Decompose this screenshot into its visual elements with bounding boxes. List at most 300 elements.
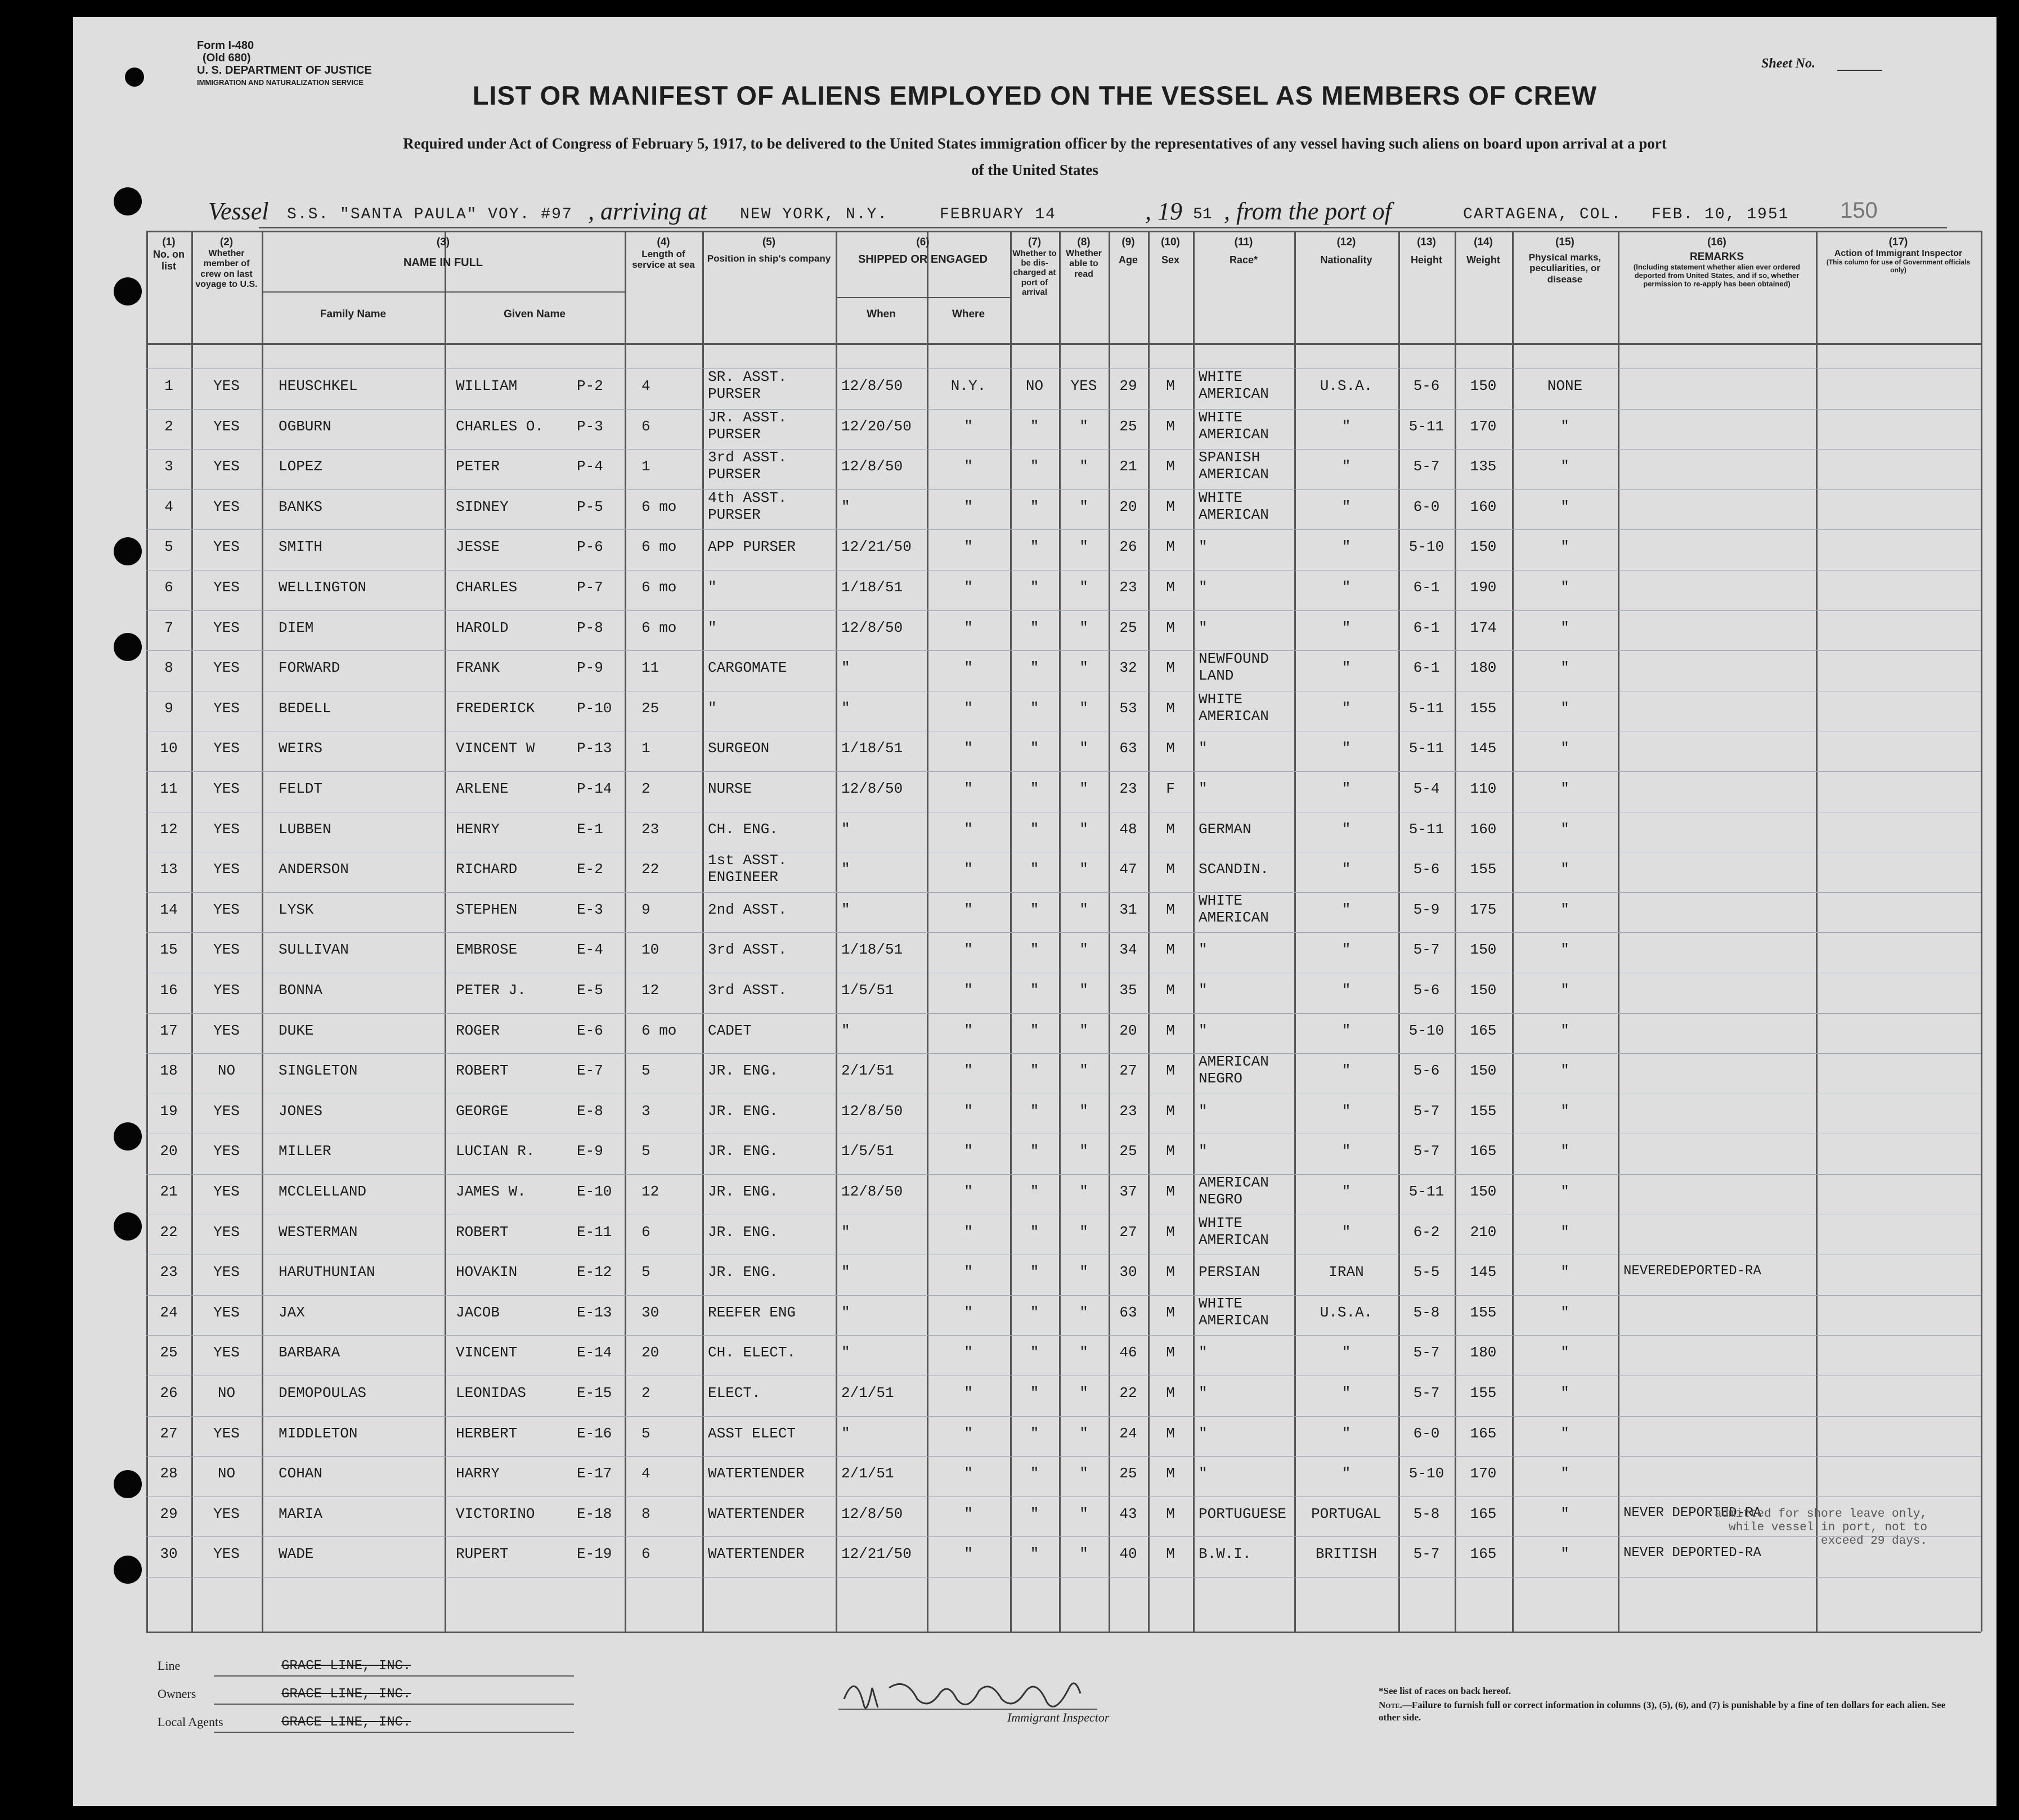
- service-length: 20: [641, 1344, 659, 1361]
- weight: 150: [1470, 982, 1497, 999]
- crew-code: E-4: [577, 941, 603, 959]
- owners-underline: [214, 1704, 574, 1705]
- height: 5-8: [1413, 1505, 1440, 1522]
- race: AMERICAN NEGRO: [1199, 1053, 1269, 1087]
- family-name: OGBURN: [279, 417, 331, 435]
- nationality: ": [1341, 1385, 1351, 1401]
- age: 22: [1119, 1385, 1137, 1401]
- col8-label: Whether able to read: [1066, 248, 1102, 279]
- col14-number: (14): [1474, 236, 1493, 248]
- nationality: ": [1341, 1062, 1351, 1080]
- punch-hole: [125, 68, 144, 87]
- able-to-read: ": [1079, 1183, 1088, 1200]
- nationality: ": [1341, 458, 1351, 475]
- sex: M: [1166, 1062, 1175, 1080]
- sex: M: [1166, 538, 1175, 556]
- remarks: NEVER DEPORTED-RA: [1623, 1505, 1761, 1521]
- row-number: 15: [160, 941, 178, 959]
- col8-header: [1061, 236, 1107, 280]
- shipped-when: 12/21/50: [841, 1545, 912, 1563]
- form-old-number: (Old 680): [203, 52, 251, 64]
- sheet-number-label: Sheet No.: [1761, 56, 1815, 71]
- age: 53: [1119, 699, 1137, 717]
- arrival-year: 51: [1193, 206, 1212, 223]
- sex: M: [1166, 659, 1175, 677]
- height: 5-6: [1413, 378, 1440, 394]
- header-bottom-border: [146, 343, 1981, 345]
- race: AMERICAN NEGRO: [1199, 1174, 1269, 1208]
- height: 5-7: [1413, 1102, 1440, 1120]
- agents-underline: [214, 1732, 574, 1733]
- row-number: 21: [160, 1183, 178, 1200]
- service-length: 6: [641, 417, 650, 435]
- race: ": [1199, 579, 1208, 596]
- col1-header: [148, 236, 190, 272]
- physical-marks: ": [1560, 417, 1569, 435]
- col15-number: (15): [1555, 236, 1574, 248]
- col5-number: (5): [762, 236, 776, 248]
- weight: 160: [1470, 498, 1497, 515]
- shipped-when: ": [841, 699, 850, 717]
- agents-label: Local Agents: [158, 1715, 223, 1729]
- shipped-where: ": [964, 1264, 973, 1281]
- race: ": [1199, 780, 1208, 797]
- shipped-when: 1/18/51: [841, 579, 903, 596]
- service-length: 12: [641, 1183, 659, 1200]
- family-name: MIDDLETON: [279, 1424, 358, 1442]
- col14-header: [1456, 236, 1510, 266]
- service-length: 6: [641, 1223, 650, 1241]
- family-name: COHAN: [279, 1465, 323, 1482]
- able-to-read: ": [1079, 982, 1088, 999]
- height: 5-7: [1413, 1545, 1440, 1563]
- col1-number: (1): [162, 236, 176, 248]
- shipped-where: ": [964, 659, 973, 677]
- race: ": [1199, 538, 1208, 556]
- age: 21: [1119, 458, 1137, 475]
- row-rule: [146, 1577, 1981, 1578]
- sex: M: [1166, 941, 1175, 959]
- height: 6-0: [1413, 498, 1440, 515]
- able-to-read: ": [1079, 780, 1088, 797]
- physical-marks: ": [1560, 699, 1569, 717]
- family-name: LUBBEN: [279, 820, 331, 838]
- col6-number: (6): [916, 236, 930, 248]
- shipped-where: ": [964, 861, 973, 878]
- row-number: 17: [160, 1022, 178, 1039]
- physical-marks: ": [1560, 1385, 1569, 1401]
- nationality: BRITISH: [1315, 1545, 1378, 1563]
- discharged: ": [1030, 740, 1039, 757]
- previous-voyage: YES: [213, 941, 240, 959]
- position: JR. ASST. PURSER: [708, 408, 787, 443]
- crew-code: E-3: [577, 901, 603, 918]
- able-to-read: ": [1079, 538, 1088, 556]
- column-divider: [1816, 231, 1818, 1632]
- physical-marks: ": [1560, 1304, 1569, 1321]
- sex: M: [1166, 1264, 1175, 1281]
- family-name: SINGLETON: [279, 1062, 358, 1080]
- previous-voyage: NO: [217, 1385, 236, 1401]
- nationality: ": [1341, 1022, 1351, 1039]
- col2-label: Whether member of crew on last voyage to U.S.: [195, 248, 258, 290]
- column-divider: [1010, 231, 1012, 1632]
- column-divider: [1455, 231, 1456, 1632]
- col16-number: (16): [1707, 236, 1726, 248]
- able-to-read: ": [1079, 1424, 1088, 1442]
- col17-label: Action of Immigrant Inspector: [1834, 248, 1963, 258]
- race: B.W.I.: [1199, 1545, 1251, 1563]
- row-number: 23: [160, 1264, 178, 1281]
- penalty-note: [1379, 1699, 1947, 1724]
- position: CADET: [708, 1022, 752, 1039]
- row-number: 22: [160, 1223, 178, 1241]
- row-number: 3: [164, 458, 173, 475]
- able-to-read: ": [1079, 1264, 1088, 1281]
- shipped-where: ": [964, 1183, 973, 1200]
- race: SCANDIN.: [1199, 861, 1269, 878]
- physical-marks: ": [1560, 982, 1569, 999]
- previous-voyage: YES: [213, 1264, 240, 1281]
- col5-header: [704, 236, 834, 264]
- given-name: CHARLES O.: [456, 417, 544, 435]
- shipped-when: 12/8/50: [841, 458, 903, 475]
- row-number: 25: [160, 1344, 178, 1361]
- shipped-where: ": [964, 579, 973, 596]
- weight: 190: [1470, 579, 1497, 596]
- races-note: *See list of races on back hereof.: [1379, 1686, 1511, 1696]
- previous-voyage: YES: [213, 458, 240, 475]
- weight: 180: [1470, 1344, 1497, 1361]
- previous-voyage: YES: [213, 820, 240, 838]
- column-divider: [445, 231, 446, 1632]
- service-length: 5: [641, 1062, 650, 1080]
- height: 5-10: [1408, 538, 1444, 556]
- previous-voyage: NO: [217, 1465, 236, 1482]
- physical-marks: ": [1560, 1102, 1569, 1120]
- column-divider: [1618, 231, 1619, 1632]
- shipped-where: ": [964, 1385, 973, 1401]
- physical-marks: ": [1560, 1424, 1569, 1442]
- col17-header: [1818, 236, 1979, 275]
- service-length: 3: [641, 1102, 650, 1120]
- service-length: 6 mo: [641, 1022, 677, 1039]
- col9-label: Age: [1118, 254, 1138, 266]
- sex: M: [1166, 579, 1175, 596]
- row-rule: [146, 1456, 1981, 1457]
- previous-voyage: YES: [213, 498, 240, 515]
- family-name: HARUTHUNIAN: [279, 1264, 375, 1281]
- service-length: 4: [641, 378, 650, 394]
- shipped-when: ": [841, 498, 850, 515]
- able-to-read: ": [1079, 699, 1088, 717]
- family-name: HEUSCHKEL: [279, 378, 358, 394]
- column-divider: [1148, 231, 1150, 1632]
- row-number: 29: [160, 1505, 178, 1522]
- discharged: ": [1030, 820, 1039, 838]
- nationality: ": [1341, 861, 1351, 878]
- shipped-when: ": [841, 1304, 850, 1321]
- able-to-read: ": [1079, 498, 1088, 515]
- column-divider: [1193, 231, 1195, 1632]
- able-to-read: YES: [1070, 378, 1097, 394]
- row-rule: [146, 409, 1981, 410]
- age: 47: [1119, 861, 1137, 878]
- height: 5-7: [1413, 458, 1440, 475]
- height: 5-6: [1413, 861, 1440, 878]
- row-number: 14: [160, 901, 178, 918]
- crew-code: E-6: [577, 1022, 603, 1039]
- form-number: Form I-480: [197, 39, 254, 52]
- given-name: HENRY: [456, 820, 500, 838]
- previous-voyage: YES: [213, 1223, 240, 1241]
- row-number: 19: [160, 1102, 178, 1120]
- shipped-when: 12/8/50: [841, 1183, 903, 1200]
- position: ELECT.: [708, 1385, 761, 1401]
- discharged: ": [1030, 1465, 1039, 1482]
- crew-code: P-8: [577, 619, 603, 636]
- race: WHITE AMERICAN: [1199, 1214, 1269, 1248]
- age: 46: [1119, 1344, 1137, 1361]
- sex: M: [1166, 378, 1175, 394]
- position: 4th ASST. PURSER: [708, 489, 787, 523]
- crew-code: E-11: [577, 1223, 612, 1241]
- weight: 150: [1470, 1183, 1497, 1200]
- discharged: ": [1030, 1344, 1039, 1361]
- position: SURGEON: [708, 740, 770, 757]
- punch-hole: [114, 1556, 142, 1584]
- row-rule: [146, 1174, 1981, 1175]
- crew-code: E-18: [577, 1505, 612, 1522]
- given-name: GEORGE: [456, 1102, 509, 1120]
- col16-note: (Including statement whether alien ever ordered deported from United States, and if so, whether permission to re-apply has been obtained): [1633, 262, 1801, 288]
- shipped-when: 1/18/51: [841, 740, 903, 757]
- discharged: ": [1030, 780, 1039, 797]
- row-rule: [146, 1416, 1981, 1417]
- vessel-label: Vessel: [208, 197, 269, 225]
- sex: M: [1166, 1385, 1175, 1401]
- col3-family-header: [263, 308, 443, 321]
- crew-code: P-14: [577, 780, 612, 797]
- age: 29: [1119, 378, 1137, 394]
- row-number: 12: [160, 820, 178, 838]
- age: 25: [1119, 1465, 1137, 1482]
- weight: 155: [1470, 1102, 1497, 1120]
- nationality: ": [1341, 659, 1351, 677]
- family-name: JONES: [279, 1102, 323, 1120]
- previous-voyage: YES: [213, 1545, 240, 1563]
- family-name: SMITH: [279, 538, 323, 556]
- shipped-when: ": [841, 659, 850, 677]
- crew-code: P-3: [577, 417, 603, 435]
- sex: M: [1166, 699, 1175, 717]
- height: 5-6: [1413, 1062, 1440, 1080]
- age: 40: [1119, 1545, 1137, 1563]
- punch-hole: [114, 277, 142, 305]
- row-number: 27: [160, 1424, 178, 1442]
- col6-header: [837, 236, 1008, 266]
- shipped-where: ": [964, 1022, 973, 1039]
- weight: 110: [1470, 780, 1497, 797]
- col15-label: Physical marks, peculiarities, or disease: [1528, 251, 1601, 285]
- race: WHITE AMERICAN: [1199, 690, 1269, 725]
- column-divider: [1109, 231, 1110, 1632]
- owners-label: Owners: [158, 1687, 196, 1701]
- race: ": [1199, 1465, 1208, 1482]
- sex: M: [1166, 901, 1175, 918]
- shipped-when: ": [841, 1344, 850, 1361]
- given-name: RUPERT: [456, 1545, 509, 1563]
- row-rule: [146, 1295, 1981, 1296]
- previous-voyage: YES: [213, 1344, 240, 1361]
- age: 48: [1119, 820, 1137, 838]
- crew-code: P-10: [577, 699, 612, 717]
- weight: 155: [1470, 699, 1497, 717]
- age: 23: [1119, 780, 1137, 797]
- able-to-read: ": [1079, 659, 1088, 677]
- row-rule: [146, 489, 1981, 490]
- arrival-port: NEW YORK, N.Y.: [740, 206, 889, 223]
- race: SPANISH AMERICAN: [1199, 449, 1269, 483]
- height: 6-1: [1413, 659, 1440, 677]
- row-number: 4: [164, 498, 173, 515]
- position: ": [708, 699, 717, 717]
- shipped-where: ": [964, 1223, 973, 1241]
- given-name: HERBERT: [456, 1424, 518, 1442]
- service-length: 6 mo: [641, 579, 677, 596]
- weight: 150: [1470, 378, 1497, 394]
- able-to-read: ": [1079, 417, 1088, 435]
- able-to-read: ": [1079, 901, 1088, 918]
- col17-number: (17): [1888, 236, 1908, 248]
- age: 37: [1119, 1183, 1137, 1200]
- given-name: CHARLES: [456, 579, 518, 596]
- shipped-where: ": [964, 1424, 973, 1442]
- shipped-where: ": [964, 820, 973, 838]
- given-name: LEONIDAS: [456, 1385, 526, 1401]
- nationality: ": [1341, 417, 1351, 435]
- physical-marks: ": [1560, 579, 1569, 596]
- physical-marks: ": [1560, 901, 1569, 918]
- discharged: ": [1030, 699, 1039, 717]
- nationality: ": [1341, 498, 1351, 515]
- given-name: HOVAKIN: [456, 1264, 518, 1281]
- subtitle-line2: of the United States: [971, 161, 1098, 178]
- race: WHITE AMERICAN: [1199, 408, 1269, 443]
- family-name: DEMOPOULAS: [279, 1385, 367, 1401]
- family-name: FORWARD: [279, 659, 340, 677]
- row-rule: [146, 1013, 1981, 1014]
- nationality: ": [1341, 780, 1351, 797]
- position: WATERTENDER: [708, 1505, 805, 1522]
- given-name: HAROLD: [456, 619, 509, 636]
- row-number: 16: [160, 982, 178, 999]
- col7-label: Whether to be dis-charged at port of arrival: [1012, 248, 1057, 297]
- age: 63: [1119, 1304, 1137, 1321]
- shipped-when: ": [841, 1264, 850, 1281]
- weight: 135: [1470, 458, 1497, 475]
- nationality: PORTUGAL: [1311, 1505, 1381, 1522]
- col9-number: (9): [1121, 236, 1135, 248]
- weight: 155: [1470, 1385, 1497, 1401]
- discharged: ": [1030, 458, 1039, 475]
- col10-number: (10): [1161, 236, 1180, 248]
- able-to-read: ": [1079, 458, 1088, 475]
- row-number: 24: [160, 1304, 178, 1321]
- position: APP PURSER: [708, 538, 796, 556]
- col12-label: Nationality: [1320, 254, 1372, 266]
- shipped-when: ": [841, 861, 850, 878]
- shipped-where: N.Y.: [950, 378, 986, 394]
- race: ": [1199, 1344, 1208, 1361]
- from-port-label: , from the port of: [1224, 197, 1392, 225]
- sex: F: [1166, 780, 1175, 797]
- able-to-read: ": [1079, 579, 1088, 596]
- nationality: ": [1341, 1102, 1351, 1120]
- position: JR. ENG.: [708, 1223, 778, 1241]
- shipped-when: 12/21/50: [841, 538, 912, 556]
- col3-family-label: Family Name: [320, 308, 387, 320]
- position: 1st ASST. ENGINEER: [708, 852, 787, 886]
- nationality: ": [1341, 579, 1351, 596]
- given-name: VICTORINO: [456, 1505, 535, 1522]
- physical-marks: ": [1560, 1505, 1569, 1522]
- sex: M: [1166, 740, 1175, 757]
- physical-marks: ": [1560, 659, 1569, 677]
- position: 3rd ASST.: [708, 982, 787, 999]
- departure-date: FEB. 10, 1951: [1652, 206, 1789, 223]
- previous-voyage: YES: [213, 699, 240, 717]
- crew-code: E-2: [577, 861, 603, 878]
- able-to-read: ": [1079, 820, 1088, 838]
- crew-code: E-5: [577, 982, 603, 999]
- shipped-where: ": [964, 780, 973, 797]
- sex: M: [1166, 1022, 1175, 1039]
- col3-given-label: Given Name: [504, 308, 566, 320]
- given-name: ARLENE: [456, 780, 509, 797]
- age: 25: [1119, 1143, 1137, 1160]
- given-name: FRANK: [456, 659, 500, 677]
- service-length: 2: [641, 1385, 650, 1401]
- previous-voyage: YES: [213, 579, 240, 596]
- able-to-read: ": [1079, 740, 1088, 757]
- position: ": [708, 619, 717, 636]
- col13-header: [1400, 236, 1453, 266]
- physical-marks: ": [1560, 861, 1569, 878]
- given-name: JACOB: [456, 1304, 500, 1321]
- owners-value: GRACE LINE, INC.: [281, 1687, 411, 1702]
- sex: M: [1166, 1304, 1175, 1321]
- previous-voyage: YES: [213, 1102, 240, 1120]
- given-name: RICHARD: [456, 861, 518, 878]
- sex: M: [1166, 1424, 1175, 1442]
- family-name: BARBARA: [279, 1344, 340, 1361]
- departure-port: CARTAGENA, COL.: [1463, 206, 1622, 223]
- service-length: 22: [641, 861, 659, 878]
- age: 34: [1119, 941, 1137, 959]
- age: 35: [1119, 982, 1137, 999]
- row-rule: [146, 1053, 1981, 1054]
- physical-marks: ": [1560, 740, 1569, 757]
- race: ": [1199, 1143, 1208, 1160]
- physical-marks: ": [1560, 1022, 1569, 1039]
- family-name: BANKS: [279, 498, 323, 515]
- sex: M: [1166, 1143, 1175, 1160]
- able-to-read: ": [1079, 1223, 1088, 1241]
- col16-header: [1619, 236, 1814, 289]
- crew-code: E-19: [577, 1545, 612, 1563]
- service-length: 11: [641, 659, 659, 677]
